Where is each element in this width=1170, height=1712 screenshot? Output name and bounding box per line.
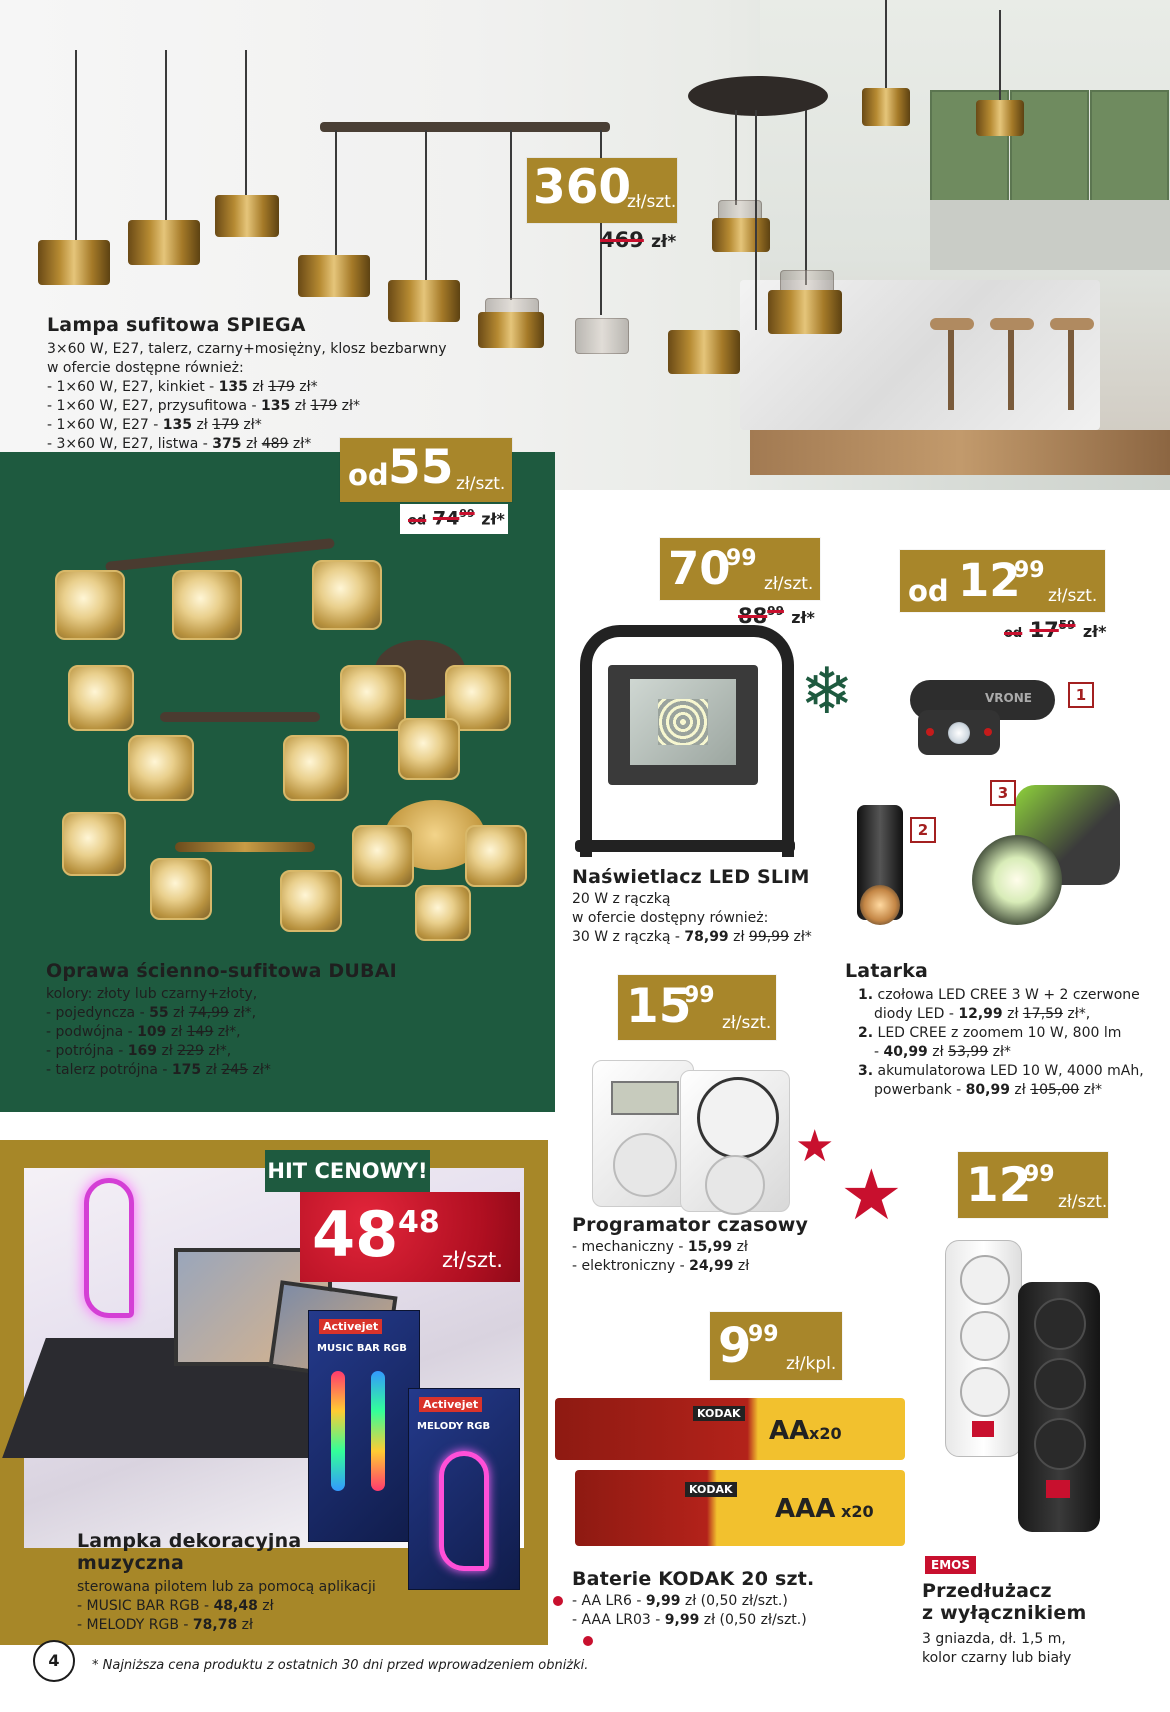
- pack-size: AA: [769, 1416, 810, 1446]
- product-title-slim: Naświetlacz LED SLIM: [572, 866, 810, 888]
- price-main: 15: [626, 979, 692, 1034]
- timer-dial: [697, 1077, 779, 1159]
- brass-shade: [712, 218, 770, 252]
- brass-shade: [128, 220, 200, 265]
- floodlight-stand: [575, 840, 795, 852]
- crystal-shade: [352, 825, 414, 887]
- socket: [1034, 1418, 1086, 1470]
- socket: [613, 1133, 677, 1197]
- crystal-shade: [172, 570, 242, 640]
- page-number: 4: [33, 1640, 75, 1682]
- price-cents: 99: [684, 983, 715, 1008]
- headlamp-brand: VRONE: [985, 691, 1032, 705]
- headlamp-lens: [948, 722, 970, 744]
- product-desc-dubai: [46, 985, 466, 1080]
- brass-shade: [388, 280, 460, 322]
- lamp-wire: [805, 110, 807, 285]
- lamp-wire: [335, 130, 337, 255]
- timer-digital: [592, 1060, 694, 1207]
- power-switch: [1046, 1480, 1070, 1498]
- red-led: [984, 728, 992, 736]
- price-badge-programator: [618, 975, 776, 1040]
- lamp-wire: [755, 110, 757, 330]
- socket: [1034, 1358, 1086, 1410]
- brass-bar: [175, 842, 315, 852]
- product-title-programator: Programator czasowy: [572, 1214, 809, 1236]
- brass-shade: [298, 255, 370, 297]
- price-main: 70: [668, 542, 731, 595]
- rgb-bar: [331, 1371, 345, 1491]
- power-switch: [972, 1421, 994, 1437]
- crystal-shade: [283, 735, 349, 801]
- rgb-bar: [371, 1371, 385, 1491]
- crystal-shade: [312, 560, 382, 630]
- price-old-unit: zł*: [651, 232, 677, 252]
- desc-line: kolory: złoty lub czarny+złoty,: [46, 986, 258, 1002]
- melody-lamp: [439, 1451, 489, 1571]
- box-brand: Activejet: [319, 1319, 382, 1334]
- price-cents: 99: [1014, 558, 1045, 583]
- crystal-shade: [68, 665, 134, 731]
- price-unit: zł/szt.: [1048, 586, 1098, 606]
- price-main: 360: [533, 160, 632, 215]
- lamp-wire: [510, 130, 512, 300]
- timer-mechanical: [680, 1070, 790, 1212]
- price-cents: 99: [1024, 1162, 1055, 1187]
- bar-stool-leg: [948, 330, 954, 410]
- price-old-slim: $88^{99}$ zł*: [738, 604, 815, 628]
- badge-number-2: 2: [910, 817, 936, 843]
- emos-logo: EMOS: [925, 1556, 976, 1574]
- brass-shade: [976, 100, 1024, 136]
- price-cents: 99: [726, 546, 757, 571]
- lamp-wire: [165, 50, 167, 225]
- price-unit: zł/kpl.: [786, 1354, 837, 1374]
- brass-shade: [862, 88, 910, 126]
- list-item: 3. akumulatorowa LED 10 W, 4000 mAh,: [858, 1063, 1144, 1079]
- bar-stool: [990, 318, 1034, 330]
- crystal-shade: [128, 735, 194, 801]
- variant-line: 30 W z rączką - 78,99 zł 99,99 zł*: [572, 929, 812, 945]
- price-main: 12: [966, 1158, 1032, 1213]
- product-desc-slim: [572, 890, 832, 947]
- led-array: [658, 699, 708, 745]
- battery-pack-aaa: [575, 1470, 905, 1546]
- variant-line: - 1×60 W, E27, kinkiet - 135 zł 179 zł*: [47, 379, 318, 395]
- variant-line: - MUSIC BAR RGB - 48,48 zł: [77, 1598, 274, 1614]
- crystal-shade: [340, 665, 406, 731]
- crystal-shade: [415, 885, 471, 941]
- desc-line: 3×60 W, E27, talerz, czarny+mosiężny, klosz bezbarwny: [47, 341, 447, 357]
- box-name: MELODY RGB: [417, 1421, 491, 1432]
- list-item-price: - 40,99 zł 53,99 zł*: [874, 1044, 1011, 1060]
- red-led: [926, 728, 934, 736]
- price-unit: zł/szt.: [722, 1013, 772, 1033]
- variant-line: - potrójna - 169 zł 229 zł*,: [46, 1043, 232, 1059]
- product-title-dubai: Oprawa ścienno-sufitowa DUBAI: [46, 960, 397, 982]
- price-old-value: 469: [600, 228, 644, 252]
- variant-line: - AA LR6 - 9,99 zł (0,50 zł/szt.): [572, 1593, 788, 1609]
- price-unit: zł/szt.: [442, 1248, 503, 1272]
- product-desc-latarka: [858, 986, 1158, 1100]
- desc-line: 3 gniazda, dł. 1,5 m,: [922, 1631, 1066, 1647]
- lamp-wire: [75, 50, 77, 240]
- headlamp-unit: [918, 710, 1000, 755]
- battery-pack-aa: [555, 1398, 905, 1460]
- pack-size: AAA: [775, 1494, 836, 1524]
- desc-line: 20 W z rączką: [572, 891, 671, 907]
- footer-note: * Najniższa cena produktu z ostatnich 30 dni przed wprowadzeniem obniżki.: [92, 1658, 589, 1673]
- bar-stool-leg: [1008, 330, 1014, 410]
- desc-line: sterowana pilotem lub za pomocą aplikacji: [77, 1579, 376, 1595]
- brass-shade: [768, 290, 842, 334]
- lamp-wire: [999, 10, 1001, 105]
- price-main: 9: [718, 1318, 752, 1374]
- pack-count: x20: [841, 1502, 874, 1521]
- lamp-wire: [425, 130, 427, 285]
- product-title-baterie: Baterie KODAK 20 szt.: [572, 1568, 815, 1590]
- variant-line: - pojedyncza - 55 zł 74,99 zł*,: [46, 1005, 257, 1021]
- price-badge-przedluzacz: [958, 1152, 1108, 1218]
- brass-shade: [478, 312, 544, 348]
- product-title-spiega: Lampa sufitowa SPIEGA: [47, 314, 306, 336]
- desc-line: w ofercie dostępne również:: [47, 360, 244, 376]
- socket: [960, 1255, 1010, 1305]
- variant-line: - elektroniczny - 24,99 zł: [572, 1258, 750, 1274]
- timer-display: [611, 1081, 679, 1115]
- crystal-shade: [150, 858, 212, 920]
- star-icon: ★: [795, 1121, 835, 1172]
- glass-shade: [575, 318, 629, 354]
- snowflake-icon: ❄: [800, 655, 854, 729]
- hit-cenowy-badge: HIT CENOWY!: [265, 1150, 430, 1192]
- variant-line: - 1×60 W, E27 - 135 zł 179 zł*: [47, 417, 262, 433]
- price-unit: zł/szt.: [627, 192, 677, 212]
- crystal-shade: [280, 870, 342, 932]
- lamp-wire: [735, 110, 737, 205]
- price-prefix: od: [348, 458, 389, 492]
- product-title-latarka: Latarka: [845, 960, 929, 982]
- price-cents: 48: [398, 1205, 440, 1240]
- extension-black: [1018, 1282, 1100, 1532]
- box-music-bar: [308, 1310, 420, 1542]
- price-unit: zł/szt.: [1058, 1192, 1108, 1212]
- extension-white: [945, 1240, 1022, 1457]
- socket: [1034, 1298, 1086, 1350]
- kitchen-cabinet: [1090, 90, 1169, 204]
- variant-line: - 3×60 W, E27, listwa - 375 zł 489 zł*: [47, 436, 312, 452]
- price-main: 55: [388, 440, 454, 495]
- decor-dot: [583, 1636, 593, 1646]
- price-main: 48: [312, 1198, 399, 1271]
- badge-number-3: 3: [990, 780, 1016, 806]
- product-desc-spiega: [47, 340, 447, 454]
- melody-lamp: [84, 1178, 134, 1318]
- list-item: 1. czołowa LED CREE 3 W + 2 czerwone: [858, 987, 1140, 1003]
- variant-line: - talerz potrójna - 175 zł 245 zł*: [46, 1062, 271, 1078]
- variant-line: - AAA LR03 - 9,99 zł (0,50 zł/szt.): [572, 1612, 807, 1628]
- brass-shade: [38, 240, 110, 285]
- list-item: 2. LED CREE z zoomem 10 W, 800 lm: [858, 1025, 1122, 1041]
- lamp-bar: [160, 712, 320, 722]
- crystal-shade: [62, 812, 126, 876]
- floodlight-body: [608, 665, 758, 785]
- brass-shade: [215, 195, 279, 237]
- product-desc-przedluzacz: [922, 1630, 1162, 1668]
- decor-dot: [553, 1596, 563, 1606]
- product-desc-programator: [572, 1238, 812, 1276]
- crystal-shade: [398, 718, 460, 780]
- star-icon: ★: [840, 1154, 903, 1236]
- product-title-lampka: Lampka dekoracyjna muzyczna: [77, 1530, 302, 1574]
- lamp-rail: [320, 122, 610, 132]
- box-melody: [408, 1388, 520, 1590]
- variant-line: - podwójna - 109 zł 149 zł*,: [46, 1024, 241, 1040]
- price-cents: 99: [748, 1322, 779, 1347]
- list-item-price: diody LED - 12,99 zł 17,59 zł*,: [874, 1006, 1091, 1022]
- price-old-spiega: [600, 228, 676, 252]
- bar-stool: [1050, 318, 1094, 330]
- wooden-floor: [750, 430, 1170, 475]
- variant-line: - MELODY RGB - 78,78 zł: [77, 1617, 253, 1633]
- socket: [960, 1311, 1010, 1361]
- crystal-shade: [465, 825, 527, 887]
- list-item-price: powerbank - 80,99 zł 105,00 zł*: [874, 1082, 1102, 1098]
- price-prefix: od: [908, 574, 949, 608]
- price-old-dubai: od $74^{99}$ zł*: [408, 507, 505, 530]
- variant-line: - mechaniczny - 15,99 zł: [572, 1239, 748, 1255]
- price-unit: zł/szt.: [456, 474, 506, 494]
- crystal-shade: [55, 570, 125, 640]
- kitchen-wall: [930, 200, 1170, 270]
- price-badge-slim: [660, 538, 820, 600]
- price-badge-spiega: [527, 158, 677, 223]
- brass-shade: [668, 330, 740, 374]
- price-badge-dubai: [340, 438, 512, 502]
- price-badge-lampka: [300, 1192, 520, 1282]
- lamp-wire: [885, 0, 887, 90]
- product-desc-lampka: [77, 1578, 397, 1635]
- product-title-przedluzacz: Przedłużacz z wyłącznikiem: [922, 1580, 1087, 1624]
- price-unit: zł/szt.: [764, 574, 814, 594]
- variant-line: - 1×60 W, E27, przysufitowa - 135 zł 179 zł*: [47, 398, 360, 414]
- lamp-wire: [245, 50, 247, 200]
- price-main: 12: [958, 554, 1021, 607]
- flashlight-lens: [860, 885, 900, 925]
- desc-line: w ofercie dostępny również:: [572, 910, 769, 926]
- box-brand: Activejet: [419, 1397, 482, 1412]
- badge-number-1: 1: [1068, 682, 1094, 708]
- desc-line: kolor czarny lub biały: [922, 1650, 1072, 1666]
- price-old-latarka: od $17^{59}$ zł*: [1004, 618, 1107, 642]
- pack-count: x20: [809, 1424, 842, 1443]
- product-desc-baterie: [572, 1592, 872, 1630]
- price-badge-latarka: [900, 550, 1105, 612]
- socket: [960, 1367, 1010, 1417]
- ceiling-plate: [688, 76, 828, 116]
- pack-brand: KODAK: [685, 1482, 737, 1497]
- pack-brand: KODAK: [693, 1406, 745, 1421]
- price-badge-baterie: [710, 1312, 842, 1380]
- bar-stool-leg: [1068, 330, 1074, 410]
- box-name: MUSIC BAR RGB: [317, 1343, 407, 1354]
- socket: [705, 1155, 765, 1215]
- lantern-lens: [972, 835, 1062, 925]
- bar-stool: [930, 318, 974, 330]
